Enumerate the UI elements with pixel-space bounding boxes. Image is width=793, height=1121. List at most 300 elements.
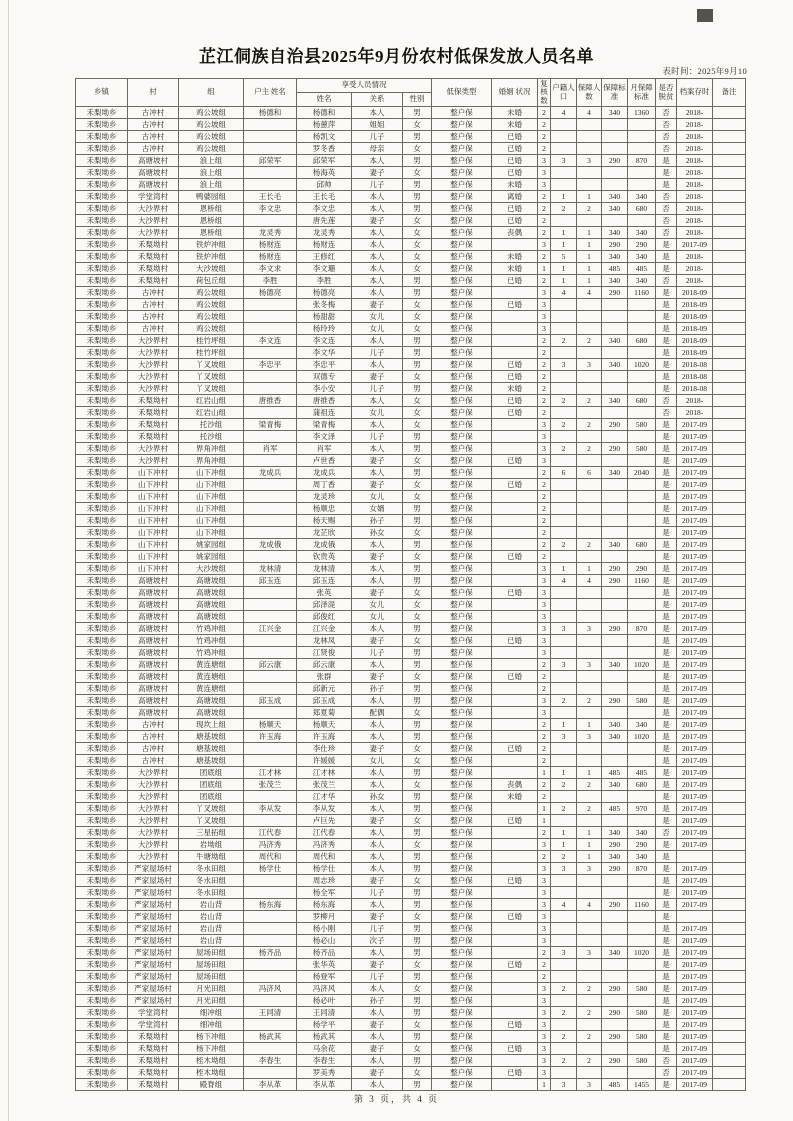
cell: 2018- bbox=[677, 167, 713, 179]
cell bbox=[577, 995, 602, 1007]
cell bbox=[713, 611, 746, 623]
cell: 2017-09 bbox=[677, 551, 713, 563]
cell: 山下冲村 bbox=[128, 503, 179, 515]
cell: 张华英 bbox=[297, 959, 352, 971]
cell: 禾梨坳乡 bbox=[76, 875, 128, 887]
cell: 男 bbox=[403, 275, 432, 287]
cell: 禾梨坳乡 bbox=[76, 407, 128, 419]
cell bbox=[602, 503, 628, 515]
cell: 已婚 bbox=[492, 911, 538, 923]
cell: 高塘坡村 bbox=[128, 635, 179, 647]
cell bbox=[244, 971, 297, 983]
cell bbox=[492, 347, 538, 359]
cell bbox=[602, 683, 628, 695]
cell: 黄连塘组 bbox=[179, 659, 244, 671]
cell: 禾梨坳乡 bbox=[76, 443, 128, 455]
cell: 本人 bbox=[352, 395, 403, 407]
col-header-householder: 户主 姓名 bbox=[244, 79, 297, 107]
cell bbox=[244, 887, 297, 899]
cell: 禾梨坳乡 bbox=[76, 743, 128, 755]
cell: 恩桥组 bbox=[179, 203, 244, 215]
cell: 整户保 bbox=[432, 599, 492, 611]
cell: 2017-09 bbox=[677, 611, 713, 623]
cell bbox=[602, 971, 628, 983]
cell: 580 bbox=[628, 1055, 656, 1067]
cell: 杨东海 bbox=[297, 899, 352, 911]
table-row bbox=[76, 347, 746, 359]
cell: 禾梨坳乡 bbox=[76, 659, 128, 671]
cell: 大沙界村 bbox=[128, 359, 179, 371]
cell: 1 bbox=[538, 815, 551, 827]
cell: 485 bbox=[628, 263, 656, 275]
cell bbox=[713, 995, 746, 1007]
cell: 2 bbox=[577, 695, 602, 707]
cell: 月光田组 bbox=[179, 983, 244, 995]
cell bbox=[713, 659, 746, 671]
cell: 已婚 bbox=[492, 143, 538, 155]
cell: 杨东海 bbox=[244, 899, 297, 911]
cell bbox=[244, 551, 297, 563]
cell: 340 bbox=[628, 851, 656, 863]
cell: 本人 bbox=[352, 359, 403, 371]
cell: 女 bbox=[403, 299, 432, 311]
cell bbox=[628, 599, 656, 611]
cell: 整户保 bbox=[432, 131, 492, 143]
cell: 是 bbox=[656, 551, 677, 563]
cell bbox=[244, 1067, 297, 1079]
cell: 鸡公坡组 bbox=[179, 323, 244, 335]
cell: 龙成俄 bbox=[297, 539, 352, 551]
cell bbox=[713, 551, 746, 563]
cell: 大沙界村 bbox=[128, 371, 179, 383]
cell bbox=[244, 707, 297, 719]
table-row bbox=[76, 1007, 746, 1019]
cell: 禾梨坳乡 bbox=[76, 935, 128, 947]
cell: 鸡公坡组 bbox=[179, 107, 244, 119]
cell: 整户保 bbox=[432, 299, 492, 311]
table-row bbox=[76, 203, 746, 215]
cell: 卢巨先 bbox=[297, 815, 352, 827]
cell: 3 bbox=[538, 695, 551, 707]
cell: 禾梨坳乡 bbox=[76, 371, 128, 383]
cell bbox=[713, 827, 746, 839]
cell: 485 bbox=[602, 803, 628, 815]
cell: 配偶 bbox=[352, 707, 403, 719]
cell: 严家屋场村 bbox=[128, 983, 179, 995]
cell bbox=[713, 359, 746, 371]
cell: 1 bbox=[538, 803, 551, 815]
cell: 李胜 bbox=[297, 275, 352, 287]
cell: 是 bbox=[656, 239, 677, 251]
cell: 整户保 bbox=[432, 347, 492, 359]
scan-artifact-mark bbox=[697, 9, 713, 22]
cell bbox=[713, 251, 746, 263]
cell: 马余花 bbox=[297, 1043, 352, 1055]
cell: 2017-09 bbox=[677, 959, 713, 971]
cell bbox=[244, 299, 297, 311]
cell: 儿子 bbox=[352, 431, 403, 443]
cell: 严家屋场村 bbox=[128, 971, 179, 983]
cell: 本人 bbox=[352, 803, 403, 815]
cell bbox=[713, 863, 746, 875]
cell: 大沙界村 bbox=[128, 827, 179, 839]
cell bbox=[713, 959, 746, 971]
cell bbox=[492, 971, 538, 983]
cell bbox=[577, 875, 602, 887]
cell: 整户保 bbox=[432, 359, 492, 371]
cell bbox=[244, 671, 297, 683]
cell bbox=[551, 1067, 577, 1079]
cell: 肖军 bbox=[297, 443, 352, 455]
cell: 男 bbox=[403, 851, 432, 863]
cell: 2017-09 bbox=[677, 479, 713, 491]
cell: 2017-09 bbox=[677, 899, 713, 911]
cell: 男 bbox=[403, 899, 432, 911]
cell: 是 bbox=[656, 971, 677, 983]
cell: 本人 bbox=[352, 719, 403, 731]
cell: 古冲村 bbox=[128, 719, 179, 731]
cell: 1 bbox=[551, 191, 577, 203]
cell: 3 bbox=[538, 923, 551, 935]
cell: 禾梨坳乡 bbox=[76, 791, 128, 803]
cell bbox=[551, 311, 577, 323]
cell bbox=[602, 179, 628, 191]
cell: 女 bbox=[403, 491, 432, 503]
cell: 杨顺天 bbox=[297, 719, 352, 731]
cell: 整户保 bbox=[432, 695, 492, 707]
cell bbox=[577, 1043, 602, 1055]
cell: 江兴金 bbox=[244, 623, 297, 635]
cell: 整户保 bbox=[432, 239, 492, 251]
cell: 290 bbox=[602, 1031, 628, 1043]
cell: 男 bbox=[403, 659, 432, 671]
cell: 870 bbox=[628, 623, 656, 635]
cell bbox=[577, 911, 602, 923]
table-row bbox=[76, 623, 746, 635]
cell: 卢世香 bbox=[297, 455, 352, 467]
cell: 本人 bbox=[352, 443, 403, 455]
cell: 细冲组 bbox=[179, 1019, 244, 1031]
cell: 男 bbox=[403, 515, 432, 527]
cell: 是 bbox=[656, 743, 677, 755]
table-row bbox=[76, 299, 746, 311]
cell bbox=[713, 527, 746, 539]
cell: 2017-09 bbox=[677, 875, 713, 887]
cell: 女 bbox=[403, 779, 432, 791]
cell: 1 bbox=[551, 767, 577, 779]
cell bbox=[577, 791, 602, 803]
cell: 1020 bbox=[628, 359, 656, 371]
cell bbox=[628, 407, 656, 419]
cell: 妻子 bbox=[352, 875, 403, 887]
cell bbox=[602, 587, 628, 599]
cell: 否 bbox=[656, 107, 677, 119]
cell: 禾梨坳乡 bbox=[76, 467, 128, 479]
table-row bbox=[76, 155, 746, 167]
cell: 古冲村 bbox=[128, 131, 179, 143]
cell: 荷包丘组 bbox=[179, 275, 244, 287]
cell: 禾梨坳乡 bbox=[76, 839, 128, 851]
cell: 485 bbox=[602, 1079, 628, 1091]
cell: 肖军 bbox=[244, 443, 297, 455]
cell: 女 bbox=[403, 1043, 432, 1055]
cell: 唐先莲 bbox=[297, 215, 352, 227]
cell bbox=[713, 347, 746, 359]
cell bbox=[713, 311, 746, 323]
cell: 是 bbox=[656, 539, 677, 551]
cell bbox=[713, 191, 746, 203]
table-row bbox=[76, 599, 746, 611]
cell: 整户保 bbox=[432, 947, 492, 959]
cell bbox=[713, 983, 746, 995]
table-row bbox=[76, 179, 746, 191]
cell: 屋场田组 bbox=[179, 959, 244, 971]
cell: 2018- bbox=[677, 407, 713, 419]
cell bbox=[577, 119, 602, 131]
cell: 张茂兰 bbox=[244, 779, 297, 791]
cell: 桂竹坪组 bbox=[179, 347, 244, 359]
cell bbox=[551, 1043, 577, 1055]
cell: 1020 bbox=[628, 731, 656, 743]
cell: 禾梨坳乡 bbox=[76, 1067, 128, 1079]
cell bbox=[713, 479, 746, 491]
cell bbox=[551, 515, 577, 527]
cell: 本人 bbox=[352, 263, 403, 275]
cell bbox=[244, 647, 297, 659]
cell: 李文泽 bbox=[297, 431, 352, 443]
cell: 340 bbox=[602, 251, 628, 263]
cell bbox=[713, 287, 746, 299]
cell: 整户保 bbox=[432, 443, 492, 455]
cell bbox=[628, 611, 656, 623]
cell: 340 bbox=[628, 275, 656, 287]
cell: 次子 bbox=[352, 935, 403, 947]
cell: 孙子 bbox=[352, 995, 403, 1007]
cell: 铁炉冲组 bbox=[179, 239, 244, 251]
cell: 2 bbox=[551, 1055, 577, 1067]
cell bbox=[628, 119, 656, 131]
table-row bbox=[76, 731, 746, 743]
cell bbox=[713, 167, 746, 179]
cell: 禾梨坳乡 bbox=[76, 527, 128, 539]
cell: 6 bbox=[577, 467, 602, 479]
cell: 是 bbox=[656, 299, 677, 311]
cell: 2 bbox=[577, 1007, 602, 1019]
cell: 已婚 bbox=[492, 551, 538, 563]
cell bbox=[551, 455, 577, 467]
cell: 680 bbox=[628, 335, 656, 347]
cell: 女 bbox=[403, 875, 432, 887]
cell bbox=[628, 491, 656, 503]
cell bbox=[602, 515, 628, 527]
cell: 大沙界村 bbox=[128, 767, 179, 779]
cell bbox=[551, 791, 577, 803]
cell: 是 bbox=[656, 347, 677, 359]
cell: 浪上组 bbox=[179, 167, 244, 179]
cell: 整户保 bbox=[432, 899, 492, 911]
cell bbox=[244, 1043, 297, 1055]
cell: 女 bbox=[403, 143, 432, 155]
cell: 杨全军 bbox=[297, 887, 352, 899]
cell: 整户保 bbox=[432, 647, 492, 659]
cell: 邱玉成 bbox=[244, 695, 297, 707]
table-row bbox=[76, 935, 746, 947]
cell: 整户保 bbox=[432, 755, 492, 767]
cell: 整户保 bbox=[432, 587, 492, 599]
cell: 2017-09 bbox=[677, 623, 713, 635]
cell: 李从革 bbox=[297, 1079, 352, 1091]
col-header-type: 低保类型 bbox=[432, 79, 492, 107]
cell bbox=[577, 131, 602, 143]
cell: 680 bbox=[628, 539, 656, 551]
cell: 丫叉坡组 bbox=[179, 371, 244, 383]
cell: 3 bbox=[538, 707, 551, 719]
cell: 1 bbox=[577, 251, 602, 263]
cell bbox=[628, 791, 656, 803]
cell: 3 bbox=[538, 323, 551, 335]
cell: 禾梨坳乡 bbox=[76, 539, 128, 551]
cell: 女 bbox=[403, 743, 432, 755]
cell: 整户保 bbox=[432, 1067, 492, 1079]
cell: 龙成兵 bbox=[297, 467, 352, 479]
cell: 三星拓组 bbox=[179, 827, 244, 839]
cell: 是 bbox=[656, 707, 677, 719]
col-header-enjoy-group: 享受人员情况 bbox=[297, 79, 432, 93]
cell: 禾梨坳乡 bbox=[76, 251, 128, 263]
cell: 严家屋场村 bbox=[128, 959, 179, 971]
cell bbox=[577, 647, 602, 659]
cell: 王同清 bbox=[244, 1007, 297, 1019]
table-row bbox=[76, 563, 746, 575]
cell bbox=[492, 623, 538, 635]
cell bbox=[577, 707, 602, 719]
table-row bbox=[76, 167, 746, 179]
cell: 290 bbox=[602, 575, 628, 587]
cell bbox=[602, 131, 628, 143]
cell bbox=[713, 395, 746, 407]
cell: 女 bbox=[403, 1019, 432, 1031]
cell: 3 bbox=[551, 947, 577, 959]
cell: 2018-08 bbox=[677, 359, 713, 371]
cell bbox=[551, 743, 577, 755]
cell bbox=[713, 431, 746, 443]
cell: 丫叉坡组 bbox=[179, 803, 244, 815]
table-row bbox=[76, 143, 746, 155]
cell: 妻子 bbox=[352, 455, 403, 467]
cell: 龙林凤 bbox=[297, 635, 352, 647]
cell: 是 bbox=[656, 599, 677, 611]
cell: 2017-09 bbox=[677, 695, 713, 707]
cell: 高塘坡村 bbox=[128, 575, 179, 587]
cell: 290 bbox=[602, 863, 628, 875]
cell bbox=[628, 587, 656, 599]
cell: 290 bbox=[602, 287, 628, 299]
cell: 整户保 bbox=[432, 719, 492, 731]
cell: 3 bbox=[538, 1043, 551, 1055]
cell: 冬水田组 bbox=[179, 887, 244, 899]
cell: 禾梨坳乡 bbox=[76, 1055, 128, 1067]
cell: 2 bbox=[538, 347, 551, 359]
cell: 整户保 bbox=[432, 203, 492, 215]
cell: 男 bbox=[403, 647, 432, 659]
cell: 2017-09 bbox=[677, 539, 713, 551]
cell: 禾梨坳乡 bbox=[76, 1043, 128, 1055]
cell bbox=[628, 707, 656, 719]
cell: 禾梨坳乡 bbox=[76, 227, 128, 239]
cell: 本人 bbox=[352, 659, 403, 671]
cell: 妻子 bbox=[352, 743, 403, 755]
cell bbox=[492, 827, 538, 839]
cell bbox=[713, 1007, 746, 1019]
cell bbox=[551, 527, 577, 539]
cell: 未婚 bbox=[492, 251, 538, 263]
cell bbox=[628, 323, 656, 335]
cell: 女 bbox=[403, 707, 432, 719]
cell: 2018-09 bbox=[677, 347, 713, 359]
cell: 整户保 bbox=[432, 1079, 492, 1091]
cell: 3 bbox=[577, 1079, 602, 1091]
cell: 580 bbox=[628, 419, 656, 431]
cell: 托沙组 bbox=[179, 419, 244, 431]
cell bbox=[713, 719, 746, 731]
cell: 3 bbox=[577, 623, 602, 635]
cell: 340 bbox=[628, 719, 656, 731]
cell: 1160 bbox=[628, 287, 656, 299]
cell: 整户保 bbox=[432, 611, 492, 623]
cell: 本人 bbox=[352, 227, 403, 239]
cell bbox=[492, 983, 538, 995]
cell: 已婚 bbox=[492, 407, 538, 419]
cell: 340 bbox=[628, 227, 656, 239]
table-row bbox=[76, 851, 746, 863]
col-header-group: 组 bbox=[179, 79, 244, 107]
cell: 女 bbox=[403, 323, 432, 335]
cell: 整户保 bbox=[432, 803, 492, 815]
cell: 禾梨坳乡 bbox=[76, 947, 128, 959]
cell: 2 bbox=[577, 335, 602, 347]
cell: 是 bbox=[656, 959, 677, 971]
cell: 龙林清 bbox=[297, 563, 352, 575]
cell: 是 bbox=[656, 479, 677, 491]
cell: 整户保 bbox=[432, 1031, 492, 1043]
cell: 是 bbox=[656, 947, 677, 959]
cell: 3 bbox=[538, 599, 551, 611]
cell bbox=[492, 311, 538, 323]
cell: 2 bbox=[538, 755, 551, 767]
col-header-insured: 保障人数 bbox=[577, 79, 602, 107]
cell: 杨德亮 bbox=[244, 287, 297, 299]
cell: 整户保 bbox=[432, 323, 492, 335]
cell: 870 bbox=[628, 863, 656, 875]
cell: 是 bbox=[656, 887, 677, 899]
cell: 2 bbox=[551, 203, 577, 215]
cell: 女 bbox=[403, 215, 432, 227]
table-row bbox=[76, 899, 746, 911]
cell: 2 bbox=[577, 1055, 602, 1067]
cell: 3 bbox=[538, 1055, 551, 1067]
cell: 男 bbox=[403, 683, 432, 695]
cell: 1 bbox=[551, 263, 577, 275]
cell bbox=[492, 707, 538, 719]
cell: 整户保 bbox=[432, 887, 492, 899]
cell: 1 bbox=[551, 563, 577, 575]
table-row bbox=[76, 395, 746, 407]
cell: 女 bbox=[403, 551, 432, 563]
cell: 3 bbox=[538, 443, 551, 455]
cell: 整户保 bbox=[432, 731, 492, 743]
cell: 2017-09 bbox=[677, 1043, 713, 1055]
cell bbox=[677, 851, 713, 863]
